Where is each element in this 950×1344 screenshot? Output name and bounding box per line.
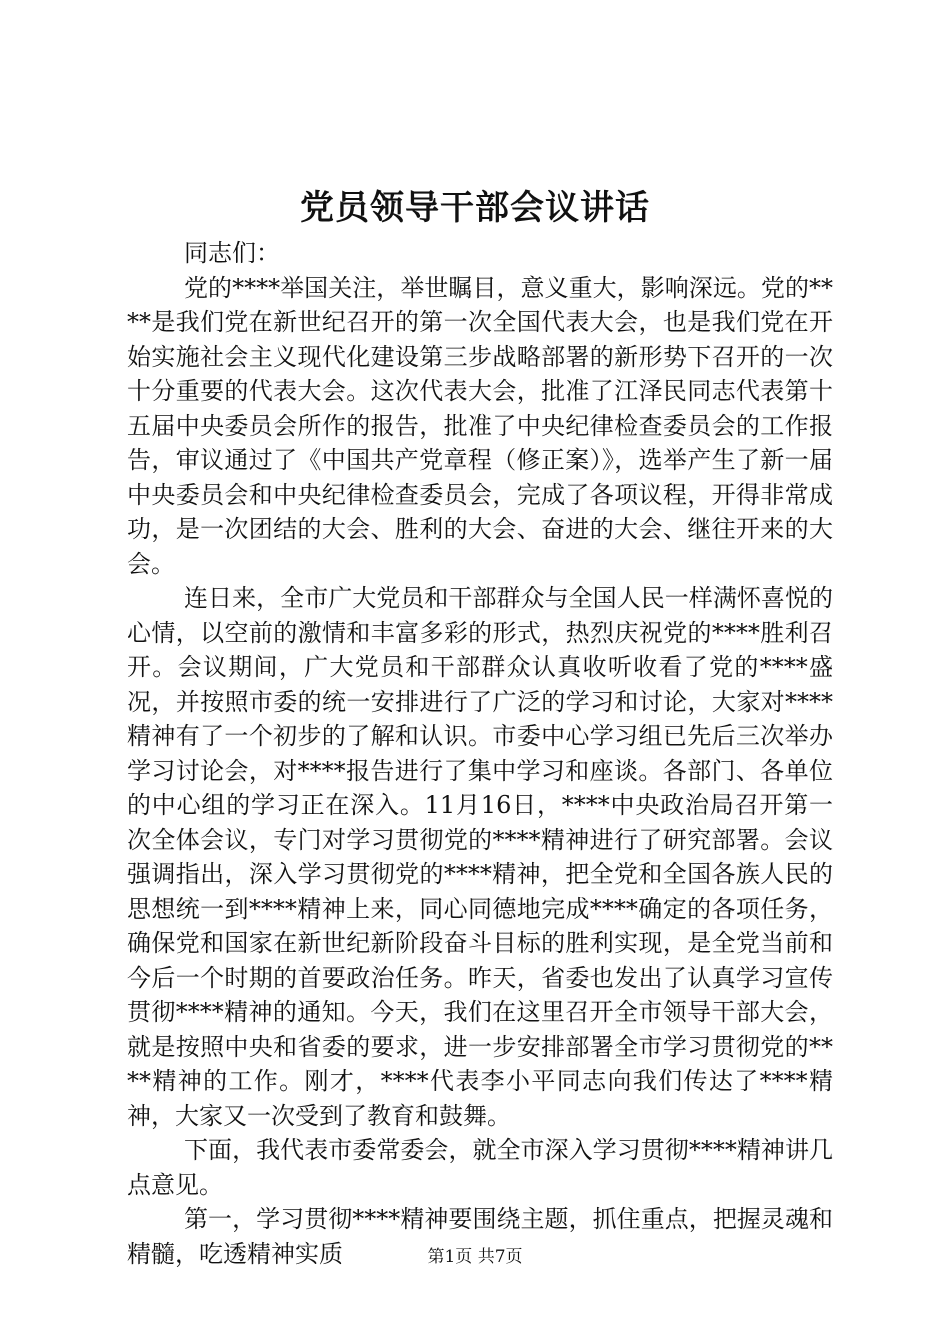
document-body xyxy=(127,236,833,1271)
paragraph-4: 第一，学习贯彻****精神要围绕主题，抓住重点，把握灵魂和精髓，吃透精神实质 xyxy=(127,1205,833,1268)
salutation: 同志们： xyxy=(184,239,280,267)
document-title: 党员领导干部会议讲话 xyxy=(300,188,650,228)
paragraph-1: 党的****举国关注，举世瞩目，意义重大，影响深远。党的****是我们党在新世纪召开的第一次全国代表大会，也是我们党在开始实施社会主义现代化建设第三步战略部署的新形势下召开的一次十分重要的代表大会。这次代表大会，批准了江泽民同志代表第十五届中央委员会所作的报告，批准了中央纪律检查委员会的工作报告，审议通过了《中国共产党章程（修正案）》，选举产生了新一届中央委员会和中央纪律检查委员会，完成了各项议程，开得非常成功，是一次团结的大会、胜利的大会、奋进的大会、继往开来的大会。 xyxy=(127,273,833,578)
paragraph-2: 连日来，全市广大党员和干部群众与全国人民一样满怀喜悦的心情，以空前的激情和丰富多彩的形式，热烈庆祝党的****胜利召开。会议期间，广大党员和干部群众认真收听收看了党的****盛况，并按照市委的统一安排进行了广泛的学习和讨论，大家对****精神有了一个初步的了解和认识。市委中心学习组已先后三次举办学习讨论会，对****报告进行了集中学习和座谈。各部门、各单位的中心组的学习正在深入。11月16日，****中央政治局召开第一次全体会议，专门对学习贯彻党的****精神进行了研究部署。会议强调指出，深入学习贯彻党的****精神，把全党和全国各族人民的思想统一到****精神上来，同心同德地完成****确定的各项任务，确保党和国家在新世纪新阶段奋斗目标的胜利实现，是全党当前和今后一个时期的首要政治任务。昨天，省委也发出了认真学习宣传贯彻****精神的通知。今天，我们在这里召开全市领导干部大会，就是按照中央和省委的要求，进一步安排部署全市学习贯彻党的****精神的工作。刚才，****代表李小平同志向我们传达了****精神，大家又一次受到了教育和鼓舞。 xyxy=(127,584,833,1130)
paragraph-3: 下面，我代表市委常委会，就全市深入学习贯彻****精神讲几点意见。 xyxy=(127,1136,833,1199)
page-footer: 第1页 共7页 xyxy=(427,1247,523,1267)
